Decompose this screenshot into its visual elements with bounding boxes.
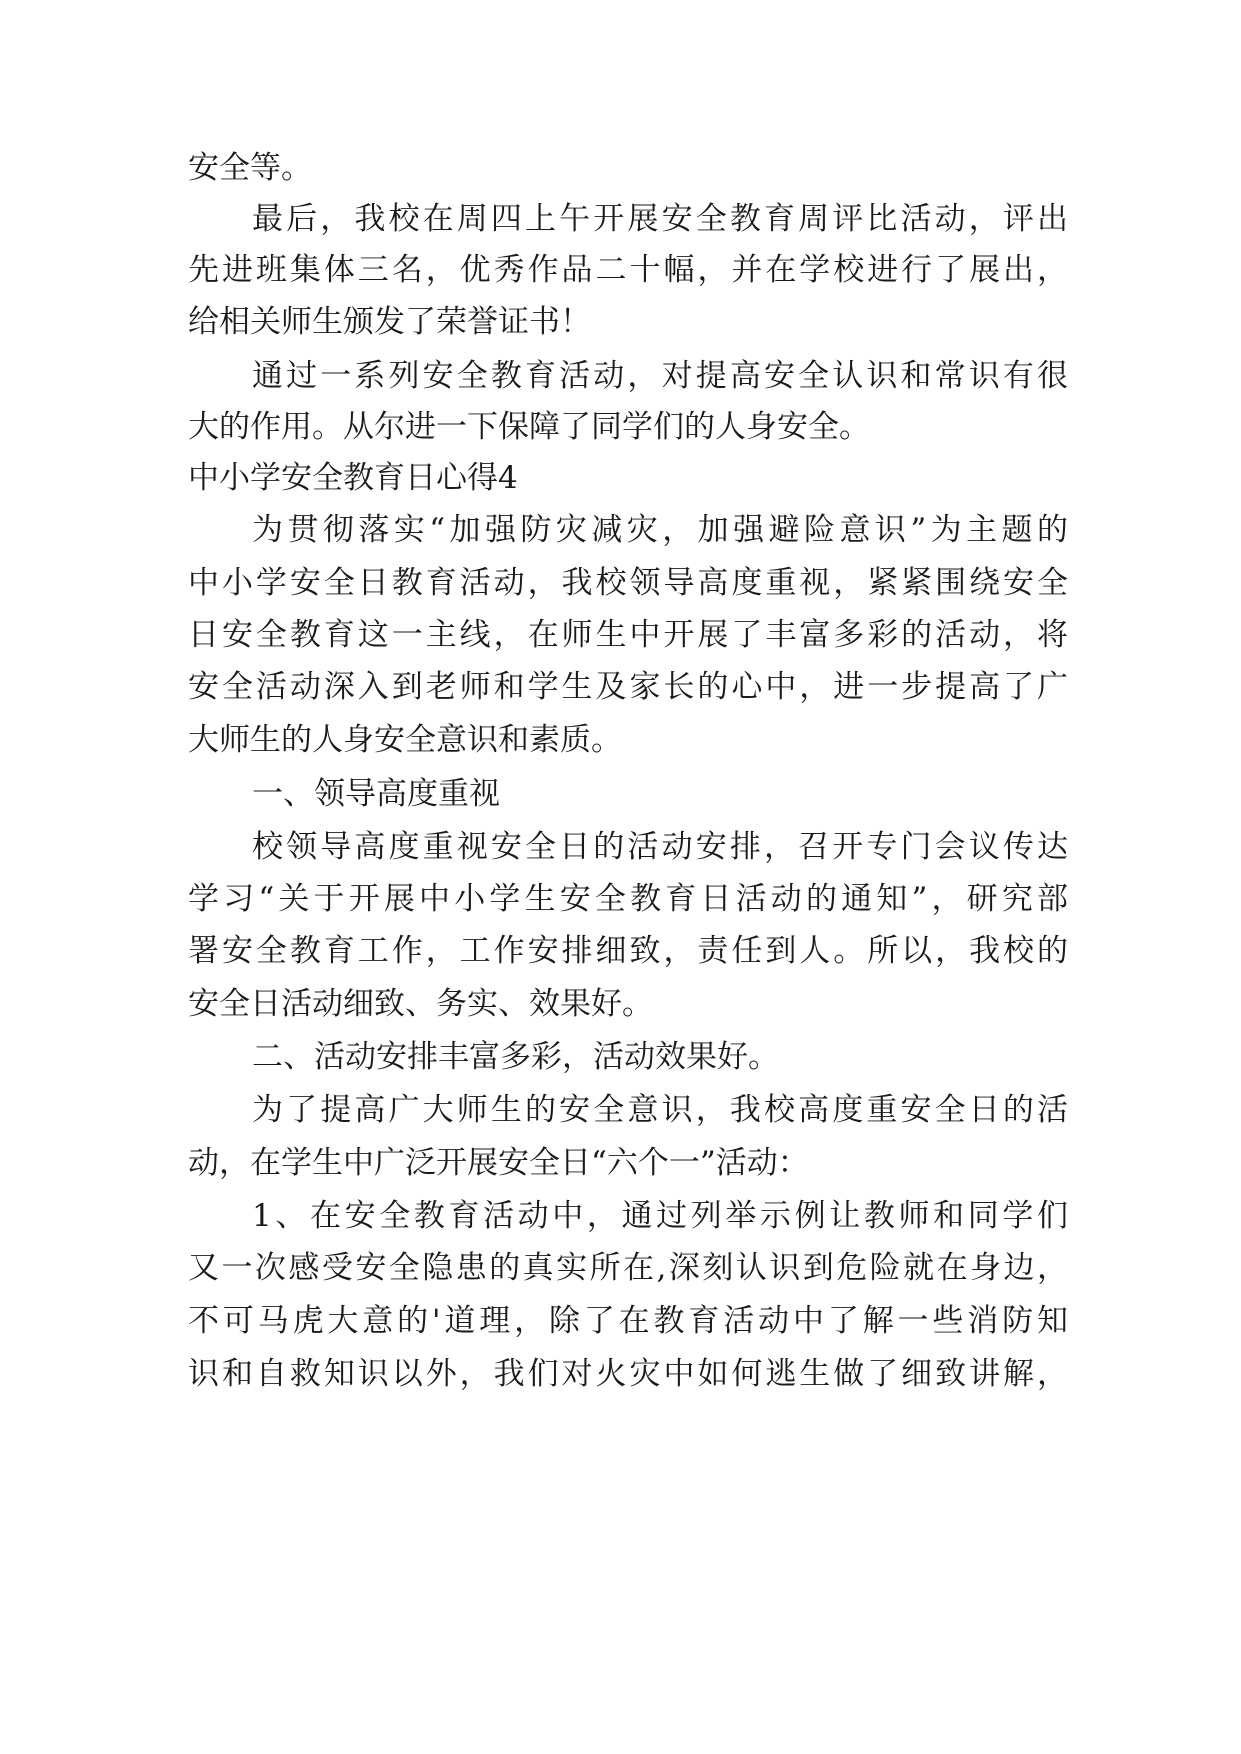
subheading: 二、活动安排丰富多彩，活动效果好。 — [252, 1039, 779, 1075]
text-line: 又一次感受安全隐患的真实所在,深刻认识到危险就在身边， — [188, 1250, 1068, 1286]
paragraph-start: 为了提高广大师生的安全意识，我校高度重安全日的活 — [252, 1092, 1068, 1128]
list-item: 1、在安全教育活动中，通过列举示例让教师和同学们 — [252, 1198, 1068, 1234]
text-line: 大的作用。从尔进一下保障了同学们的人身安全。 — [188, 409, 870, 445]
text-line: 先进班集体三名，优秀作品二十幅，并在学校进行了展出， — [188, 252, 1068, 288]
paragraph-start: 为贯彻落实“加强防灾减灾，加强避险意识”为主题的 — [252, 512, 1068, 548]
text-line: 识和自救知识以外，我们对火灾中如何逃生做了细致讲解， — [188, 1356, 1068, 1392]
text-line: 给相关师生颁发了荣誉证书！ — [188, 304, 591, 340]
subheading: 一、领导高度重视 — [252, 776, 500, 812]
text-line: 署安全教育工作，工作安排细致，责任到人。所以，我校的 — [188, 933, 1068, 969]
text-line: 动，在学生中广泛开展安全日“六个一”活动： — [188, 1145, 809, 1181]
text-line: 中小学安全日教育活动，我校领导高度重视，紧紧围绕安全 — [188, 565, 1068, 601]
paragraph-start: 通过一系列安全教育活动，对提高安全认识和常识有很 — [252, 358, 1068, 394]
text-line: 学习“关于开展中小学生安全教育日活动的通知”，研究部 — [188, 881, 1068, 917]
text-line: 大师生的人身安全意识和素质。 — [188, 722, 622, 758]
text-line: 安全等。 — [188, 150, 312, 186]
paragraph-start: 校领导高度重视安全日的活动安排，召开专门会议传达 — [252, 829, 1068, 865]
section-title: 中小学安全教育日心得4 — [188, 460, 518, 496]
text-line: 安全活动深入到老师和学生及家长的心中，进一步提高了广 — [188, 669, 1068, 705]
text-line: 日安全教育这一主线，在师生中开展了丰富多彩的活动，将 — [188, 617, 1068, 653]
paragraph-start: 最后，我校在周四上午开展安全教育周评比活动，评出 — [252, 201, 1068, 237]
text-line: 安全日活动细致、务实、效果好。 — [188, 986, 653, 1022]
text-line: 不可马虎大意的'道理，除了在教育活动中了解一些消防知 — [188, 1303, 1068, 1339]
